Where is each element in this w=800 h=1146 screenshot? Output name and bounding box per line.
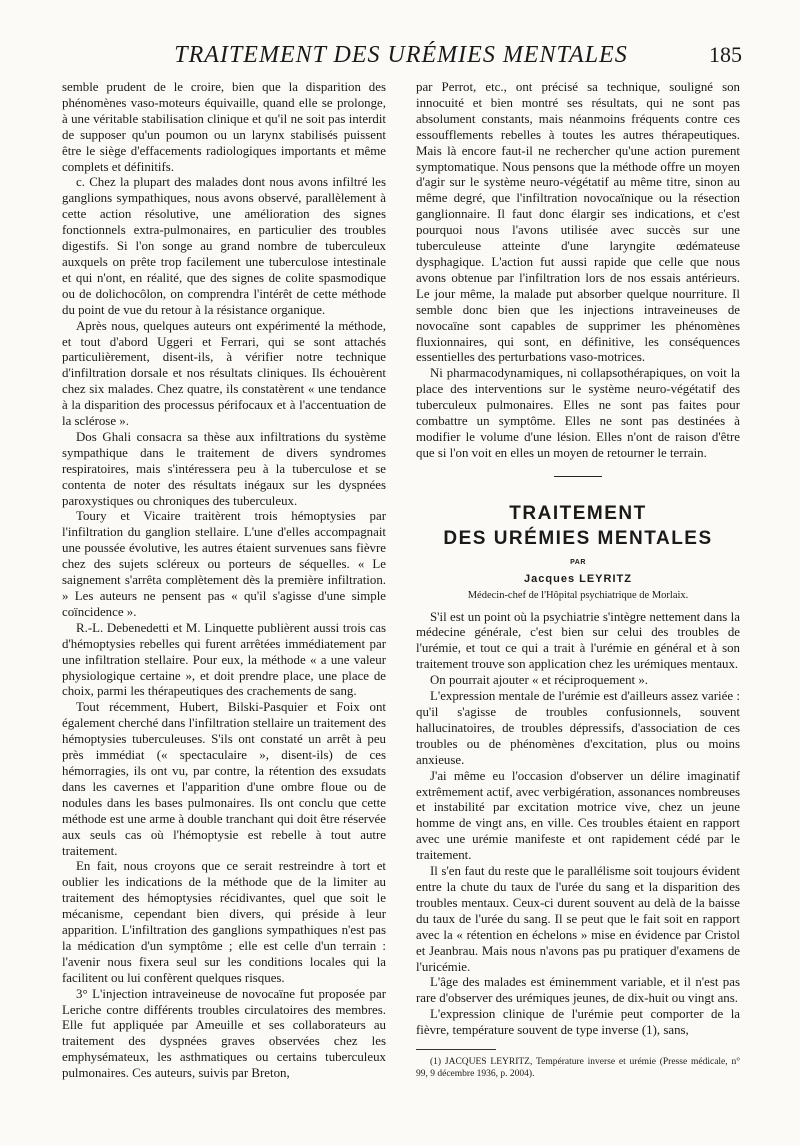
author-affiliation: Médecin-chef de l'Hôpital psychiatrique de Morlaix. xyxy=(467,589,689,601)
right-column xyxy=(416,80,740,1080)
paragraph: L'âge des malades est éminemment variable, et il n'est pas rare d'observer des urémiques jeunes, de dix-huit ou vingt ans. xyxy=(416,975,740,1006)
byline-par: PAR xyxy=(570,558,586,566)
paragraph: On pourrait ajouter « et réciproquement ». xyxy=(430,673,648,688)
section-separator xyxy=(554,476,602,477)
left-column xyxy=(62,80,386,1082)
article-title-line2: DES URÉMIES MENTALES xyxy=(443,527,713,549)
footnote: (1) JACQUES LEYRITZ, Température inverse et urémie (Presse médicale, n° 99, 9 décembre 1936, p. 2004). xyxy=(416,1057,740,1080)
paragraph: Après nous, quelques auteurs ont expérimenté la méthode, et tout d'abord Uggeri et Ferrari, qui se sont attachés particulièrement, disent-ils, à vérifier notre technique d'infiltration dorsale et nos résultats cliniques. Ils échouèrent chez six malades. Chez quatre, ils constatèrent « une tendance à la disparition des processus périfocaux et à l'accentuation de la sclérose ». xyxy=(62,318,386,429)
running-title: TRAITEMENT DES URÉMIES MENTALES xyxy=(174,42,628,68)
paragraph: L'expression mentale de l'urémie est d'ailleurs assez variée : qu'il s'agisse de troubles confusionnels, souvent hallucinatoires, de troubles dépressifs, d'association de ces troubles ou de phénomènes d'excitation, plus ou moins anxieuse. xyxy=(416,689,740,767)
paragraph: c. Chez la plupart des malades dont nous avons infiltré les ganglions sympathiques, nous avons observé, parallèlement à cette action résolutive, une amélioration des signes fonctionnels extra-pulmonaires, en particulier des troubles digestifs. Si l'on songe au grand nombre de tuberculeux auxquels on prête trop facilement une tuberculose intestinale et qui n'ont, en réalité, que des signes de colite spasmodique ou de dolichocôlon, on comprendra l'intérêt de cette méthode du point de vue du retour à la résistance organique. xyxy=(62,175,386,317)
page-number: 185 xyxy=(709,42,742,67)
footnote-rule xyxy=(416,1049,496,1050)
paragraph: par Perrot, etc., ont précisé sa technique, souligné son innocuité et bien montré ses résultats, qui ne sont pas absolument constants, mais néanmoins fréquents contre ces essoufflements rebelles à toutes les autres thérapeutiques. Mais là encore faut-il ne rechercher qu'une action purement symptomatique. Nous pensons que la méthode offre un moyen d'agir sur le système neuro-végétatif au même titre, sinon au même degré, que l'infiltration novocaïnique ou la résection ganglionnaire. Il faut donc élargir ses indications, et c'est pourquoi nous l'avons utilisée avec succès sur une tuberculeuse atteinte d'une laryngite œdémateuse dysphagique. L'action fut aussi rapide que celle que nous avons obtenue par l'infiltration lors de nos essais antérieurs. Le jour même, la malade put absorber quelque nourriture. Il semble donc bien que les injections intraveineuses de novocaïne sont capables de supprimer les phénomènes fluxionnaires, qui sont, en définitive, les conséquences essentielles des perturbations vaso-motrices. xyxy=(416,80,740,365)
paragraph: R.-L. Debenedetti et M. Linquette publièrent aussi trois cas d'hémoptysies rebelles qui furent arrêtées immédiatement par une infiltration stellaire. Pour eux, la méthode « a une valeur physiologique certaine », et doit prendre place, une place de choix, parmi les thérapeutiques des crachements de sang. xyxy=(62,620,386,699)
paragraph: Toury et Vicaire traitèrent trois hémoptysies par l'infiltration du ganglion stellaire. L'une d'elles accompagnait une poussée évolutive, les autres étaient survenues sans fièvre chez des sujets scléreux ou porteurs de séquelles. « Le saignement s'arrêta complètement dès la première infiltration. » Les auteurs ne pensent pas « qu'il s'agisse d'une simple coïncidence ». xyxy=(62,509,386,619)
paragraph: Ni pharmacodynamiques, ni collapsothérapiques, on voit la place des interventions sur le système neuro-végétatif des tuberculeux pulmonaires. Elles ne sont pas faites pour combattre un symptôme. Elles ne sont pas destinées à modifier le volume d'une lésion. Elles n'ont de raison d'être que si l'on voit en elles un moyen de retourner le terrain. xyxy=(416,366,740,460)
paragraph: Tout récemment, Hubert, Bilski-Pasquier et Foix ont également cherché dans l'infiltration stellaire un traitement des hémoptysies tuberculeuses. S'ils ont constaté un arrêt à peu près immédiat (« spectaculaire », disent-ils) de ces hémorragies, ils ont vu, par contre, la rétention des exsudats dans les cavernes et l'apparition d'une ombre floue ou de nodules dans les bases pulmonaires. Ils ont conclu que cette méthode est une arme à double tranchant qui doit être réservée aux seuls cas où l'hémoptysie est rebelle à tout autre traitement. xyxy=(62,700,386,858)
paragraph: semble prudent de le croire, bien que la disparition des phénomènes vaso-moteurs équivaille, quand elle se prolonge, à une véritable stabilisation clinique et qu'il ne soit pas interdit de supposer qu'un poumon ou un larynx stabilisés puissent être le siège d'effacements radiologiques importants et même complets et définitifs. xyxy=(62,80,386,174)
paragraph: En fait, nous croyons que ce serait restreindre à tort et oublier les indications de la méthode que de la limiter au traitement des hémoptysies récidivantes, quel que soit le mécanisme, cependant bien divers, qui préside à leur apparition. L'infiltration des ganglions sympathiques n'est pas la médication d'un symptôme ; elle est celle d'un terrain : l'avenir nous fixera seul sur les conditions locales qui la facilitent ou lui confèrent quelques risques. xyxy=(62,859,386,985)
paragraph: Dos Ghali consacra sa thèse aux infiltrations du système sympathique dans le traitement de divers syndromes respiratoires, mais s'intéressera peu à la tuberculose et se contenta de noter des résultats inégaux sur les dyspnées paroxystiques ou chroniques des tuberculeux. xyxy=(62,429,386,508)
paragraph: S'il est un point où la psychiatrie s'intègre nettement dans la médecine générale, c'est bien sur celui des troubles de l'urémie, et tout ce qui a trait à l'urémie en général et à son traitement trouve son application chez les urémiques mentaux. xyxy=(416,609,740,672)
author-name: Jacques LEYRITZ xyxy=(524,572,632,585)
paragraph: J'ai même eu l'occasion d'observer un délire imaginatif extrêmement actif, avec verbigération, assonances nombreuses et instabilité par excitation motrice vive, chez un jeune homme de vingt ans, en ville. Ces troubles étaient en rapport avec une urémie manifeste et ont rapidement cédé par le traitement. xyxy=(416,768,740,863)
page-header xyxy=(60,38,742,72)
article-title-line1: TRAITEMENT xyxy=(509,502,647,524)
paragraph: Il s'en faut du reste que le parallélisme soit toujours évident entre la chute du taux de l'urée du sang et la disparition des troubles mentaux. Ceux-ci durent souvent au delà de la baisse du taux de l'urée du sang. Il se peut que le fait soit en rapport avec la « rétention en échelons » mise en évidence par Cristol et Jeanbrau. Mais nous n'avons pas pu pratiquer d'examens de l'uricémie. xyxy=(416,864,740,974)
paragraph: L'expression clinique de l'urémie peut comporter de la fièvre, température souvent de type inverse (1), sans, xyxy=(416,1007,740,1038)
paragraph: 3° L'injection intraveineuse de novocaïne fut proposée par Leriche contre différents troubles circulatoires des membres. Elle fut appliquée par Ameuille et ses collaborateurs au traitement des dyspnées graves observées chez les emphysémateux, les asthmatiques ou certains tuberculeux pulmonaires. Ces auteurs, suivis par Breton, xyxy=(62,986,386,1081)
